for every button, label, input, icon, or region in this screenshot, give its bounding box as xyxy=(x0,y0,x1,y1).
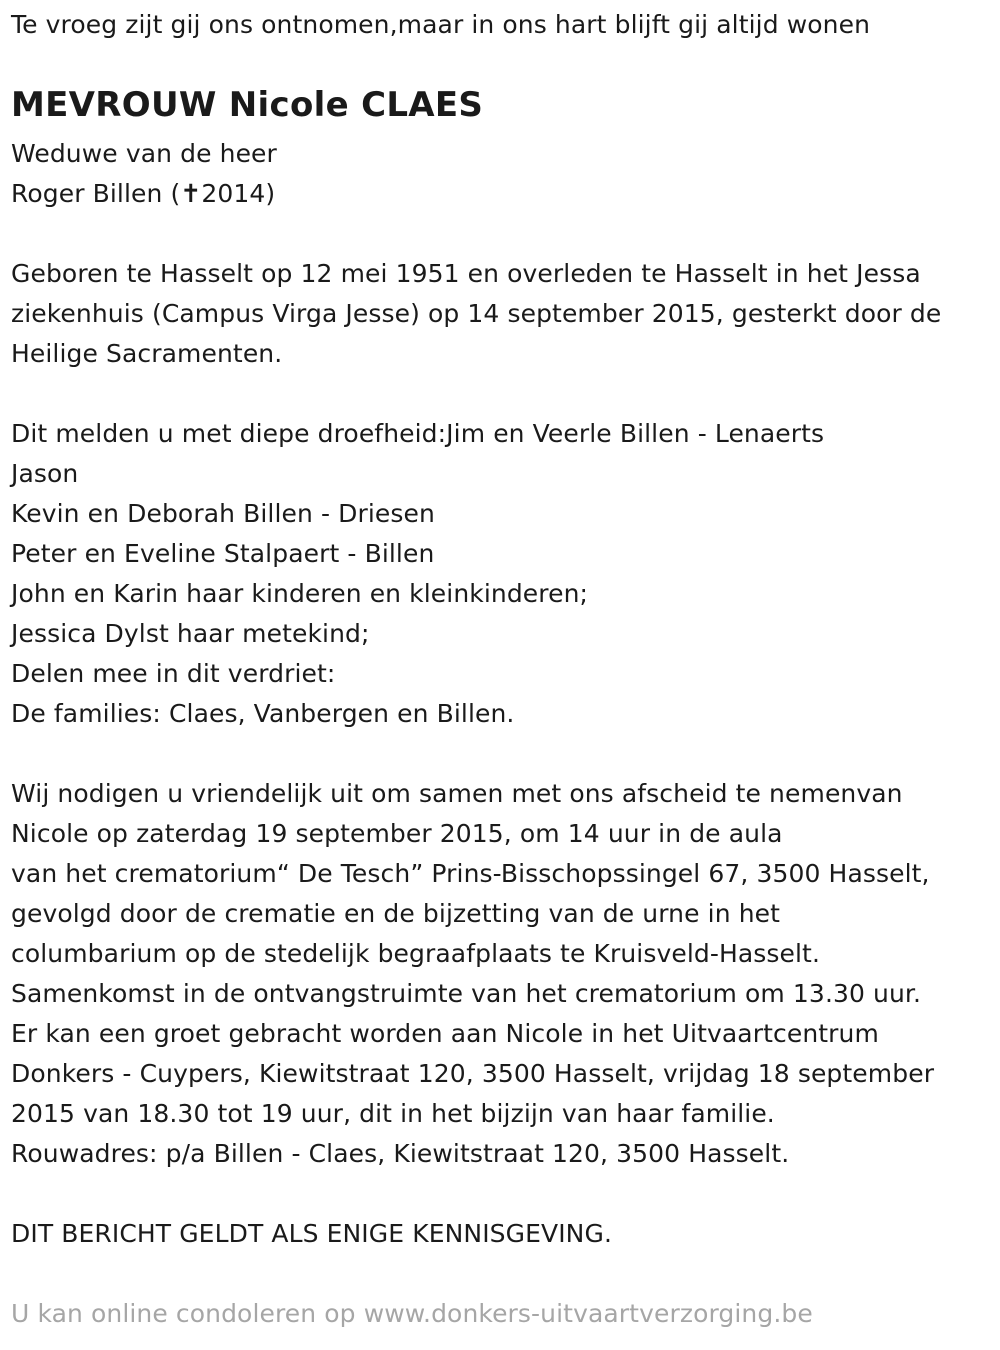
family-line: Kevin en Deborah Billen - Driesen xyxy=(11,499,435,528)
family-line: Peter en Eveline Stalpaert - Billen xyxy=(11,539,435,568)
invitation-line: Nicole op zaterdag 19 september 2015, om 14 uur in de aula xyxy=(11,819,783,848)
invitation-block xyxy=(11,774,934,1174)
invitation-line: columbarium op de stedelijk begraafplaats te Kruisveld-Hasselt. xyxy=(11,939,821,968)
notice-block xyxy=(11,1214,612,1254)
invitation-line: Rouwadres: p/a Billen - Claes, Kiewitstraat 120, 3500 Hasselt. xyxy=(11,1139,790,1168)
invitation-line: Wij nodigen u vriendelijk uit om samen met ons afscheid te nemenvan xyxy=(11,779,903,808)
family-line: Delen mee in dit verdriet: xyxy=(11,659,336,688)
family-line: Dit melden u met diepe droefheid:Jim en Veerle Billen - Lenaerts xyxy=(11,419,825,448)
invitation-line: Samenkomst in de ontvangstruimte van het crematorium om 13.30 uur. xyxy=(11,979,922,1008)
invitation-line: gevolgd door de crematie en de bijzetting van de urne in het xyxy=(11,899,781,928)
invitation-line: 2015 van 18.30 tot 19 uur, dit in het bijzijn van haar familie. xyxy=(11,1099,775,1128)
birth-death-line: Heilige Sacramenten. xyxy=(11,339,283,368)
birth-death-line: Geboren te Hasselt op 12 mei 1951 en overleden te Hasselt in het Jessa xyxy=(11,259,921,288)
notice-line: DIT BERICHT GELDT ALS ENIGE KENNISGEVING. xyxy=(11,1219,612,1248)
birth-death-line: ziekenhuis (Campus Virga Jesse) op 14 september 2015, gesterkt door de xyxy=(11,299,942,328)
family-line: Jessica Dylst haar metekind; xyxy=(11,619,370,648)
invitation-line: Er kan een groet gebracht worden aan Nicole in het Uitvaartcentrum xyxy=(11,1019,879,1048)
birth-death-block xyxy=(11,254,941,374)
family-line: John en Karin haar kinderen en kleinkinderen; xyxy=(11,579,589,608)
family-block xyxy=(11,414,824,734)
spouse-block xyxy=(11,134,277,214)
invitation-line: Donkers - Cuypers, Kiewitstraat 120, 3500 Hasselt, vrijdag 18 september xyxy=(11,1059,935,1088)
family-line: Jason xyxy=(11,459,79,488)
spouse-line: Roger Billen (✝2014) xyxy=(11,179,276,208)
motto-line: Te vroeg zijt gij ons ontnomen,maar in ons hart blijft gij altijd wonen xyxy=(11,10,871,39)
online-condolence-line: U kan online condoleren op www.donkers-uitvaartverzorging.be xyxy=(11,1299,813,1328)
online-condolence-block xyxy=(11,1294,813,1334)
spouse-line: Weduwe van de heer xyxy=(11,139,277,168)
family-line: De families: Claes, Vanbergen en Billen. xyxy=(11,699,515,728)
deceased-name: MEVROUW Nicole CLAES xyxy=(11,85,484,125)
invitation-line: van het crematorium“ De Tesch” Prins-Bisschopssingel 67, 3500 Hasselt, xyxy=(11,859,930,888)
